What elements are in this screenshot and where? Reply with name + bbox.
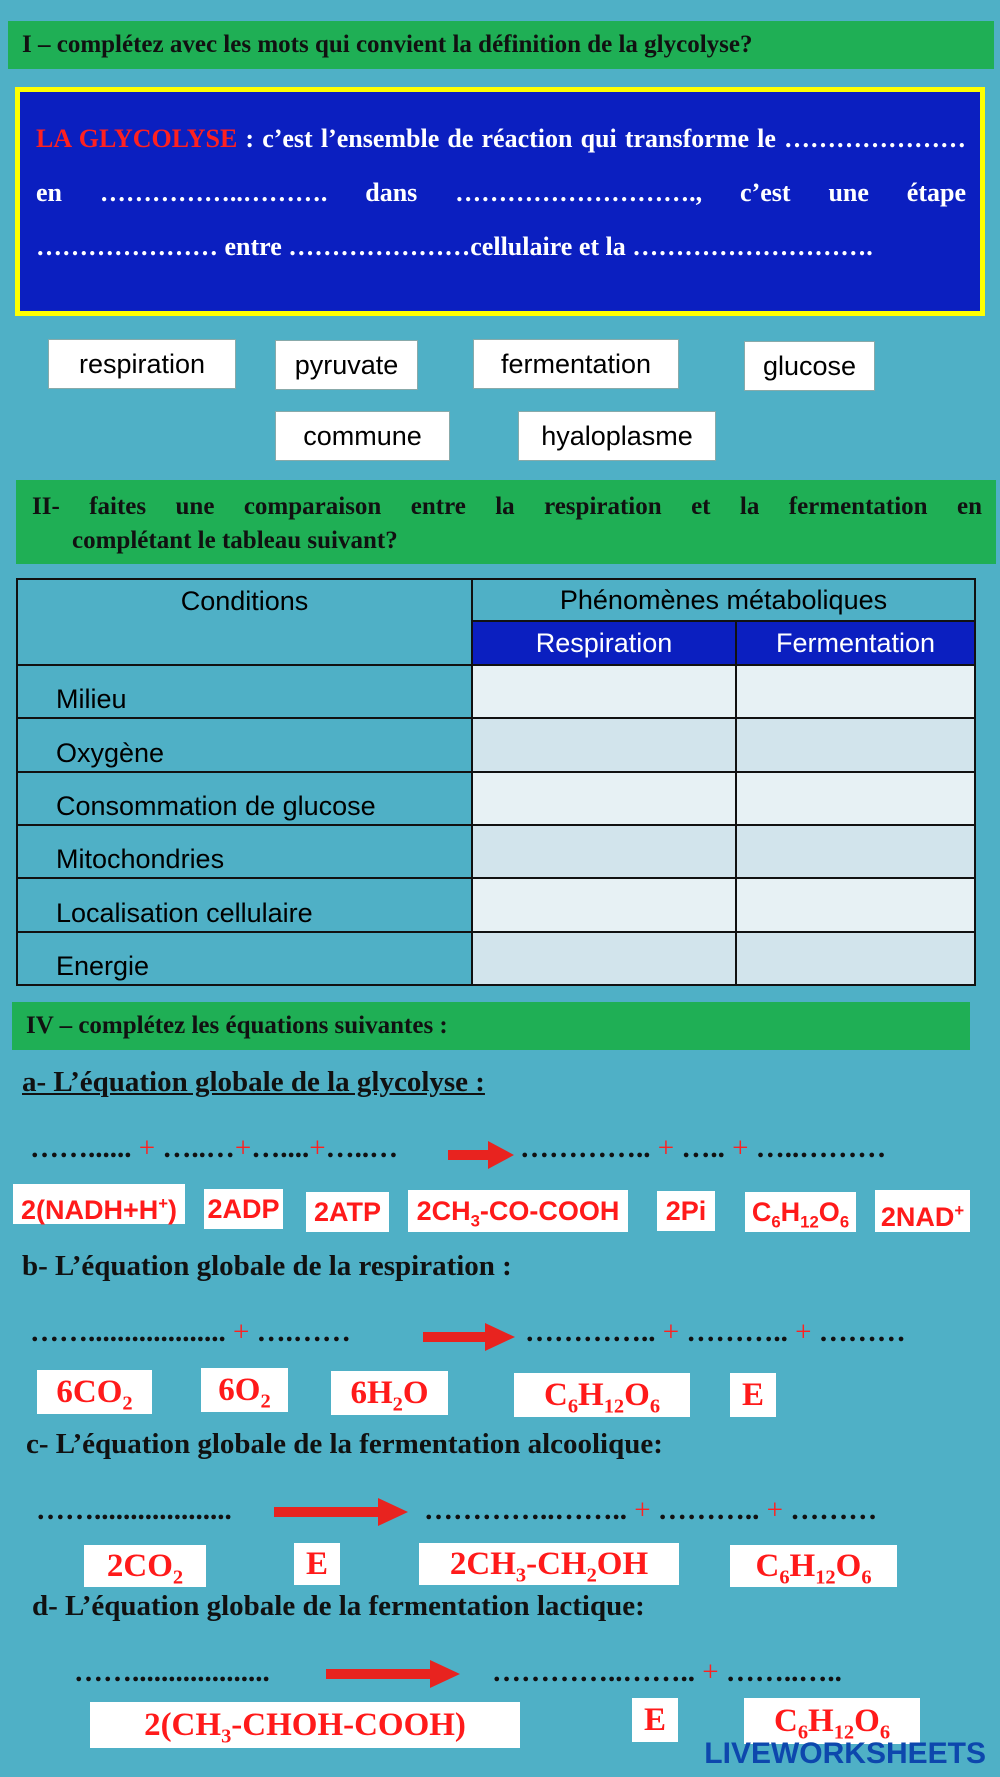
plus-sign: + <box>795 1316 812 1348</box>
chip-energy-c[interactable]: E <box>294 1543 340 1585</box>
plus-sign: + <box>657 1132 675 1164</box>
word-pyruvate[interactable]: pyruvate <box>275 340 418 390</box>
chip-energy-d[interactable]: E <box>632 1698 678 1742</box>
chip-2co2[interactable]: $2CO_2$ <box>84 1545 206 1587</box>
cell-milieu-respiration[interactable] <box>472 665 736 718</box>
word-glucose[interactable]: glucose <box>744 341 875 391</box>
row-label-milieu: Milieu <box>17 665 472 718</box>
plus-sign: + <box>233 1316 250 1348</box>
arrow-icon <box>274 1498 408 1526</box>
arrow-icon <box>448 1141 514 1169</box>
chip-2pi[interactable]: 2Pi <box>657 1191 715 1231</box>
word-hyaloplasme[interactable]: hyaloplasme <box>518 411 716 461</box>
equation-b-right: ………….. + ……….. + ……… <box>525 1316 906 1348</box>
chip-6h2o[interactable]: $6H_2O$ <box>331 1371 448 1415</box>
arrow-icon <box>326 1660 460 1688</box>
word-commune[interactable]: commune <box>275 411 450 461</box>
chip-glucose-formula-c[interactable]: $C_6H_{12}O_6$ <box>730 1545 897 1587</box>
equation-d-left: ……................... <box>74 1656 270 1688</box>
cell-mitochondries-respiration[interactable] <box>472 825 736 878</box>
chip-lactate-formula[interactable]: $2(CH_3-CHOH-COOH)$ <box>90 1702 520 1748</box>
plus-sign: + <box>138 1132 156 1164</box>
cell-oxygene-fermentation[interactable] <box>736 718 975 771</box>
equation-b-title: b- L’équation globale de la respiration : <box>22 1250 512 1282</box>
section2-title-line2: complétant le tableau suivant? <box>72 527 398 554</box>
chip-2atp[interactable]: 2ATP <box>306 1192 389 1232</box>
row-label-localisation: Localisation cellulaire <box>17 878 472 931</box>
section1-title: I – complétez avec les mots qui convient la définition de la glycolyse? <box>8 21 994 69</box>
plus-sign: + <box>234 1132 252 1164</box>
chip-2nad[interactable]: 2NAD+ <box>875 1190 970 1232</box>
cell-energie-respiration[interactable] <box>472 932 736 985</box>
section2-title <box>16 480 996 564</box>
section2-title-line1: II- faites une comparaison entre la respiration et la fermentation en <box>32 493 982 520</box>
equation-d-right: …………..…….. + ……..….. <box>492 1656 842 1688</box>
cell-consommation-respiration[interactable] <box>472 772 736 825</box>
plus-sign: + <box>732 1132 749 1164</box>
chip-energy-b[interactable]: E <box>730 1373 776 1417</box>
definition-text: : c’est l’ensemble de réaction qui transforme le ………………… en ……………..………. dans ………………………., c’est une étape ………………… entre …………………cellulaire et la ………………………. <box>36 124 967 261</box>
row-label-mitochondries: Mitochondries <box>17 825 472 878</box>
word-respiration[interactable]: respiration <box>48 339 236 389</box>
header-fermentation: Fermentation <box>736 621 975 665</box>
equation-c-title: c- L’équation globale de la fermentation alcoolique: <box>26 1428 663 1460</box>
cell-milieu-fermentation[interactable] <box>736 665 975 718</box>
row-label-oxygene: Oxygène <box>17 718 472 771</box>
header-respiration: Respiration <box>472 621 736 665</box>
arrow-icon <box>423 1323 515 1351</box>
chip-ethanol-formula[interactable]: $2CH_3-CH_2OH$ <box>419 1543 679 1585</box>
equation-c-right: …………..…….. + ……….. + ……… <box>424 1494 878 1526</box>
cell-consommation-fermentation[interactable] <box>736 772 975 825</box>
equation-a-title: a- L’équation globale de la glycolyse : <box>22 1066 485 1098</box>
chip-glucose-formula-b[interactable]: $C_6H_{12}O_6$ <box>514 1373 690 1417</box>
plus-sign: + <box>634 1494 651 1526</box>
glycolyse-definition <box>15 87 985 316</box>
equation-d-title: d- L’équation globale de la fermentation lactique: <box>32 1590 645 1622</box>
cell-localisation-fermentation[interactable] <box>736 878 975 931</box>
chip-glucose-formula-a[interactable]: $C_6H_{12}O_6$ <box>745 1192 856 1232</box>
plus-sign: + <box>702 1656 719 1688</box>
word-fermentation[interactable]: fermentation <box>473 339 679 389</box>
cell-energie-fermentation[interactable] <box>736 932 975 985</box>
equation-a-left: ……...... + …..…+…....+…..… <box>30 1132 399 1164</box>
equation-a-right: ………….. + ….. + …..……… <box>520 1132 887 1164</box>
comparison-table <box>16 578 976 986</box>
header-phenomenes: Phénomènes métaboliques <box>472 579 975 621</box>
definition-term: LA GLYCOLYSE <box>36 124 238 153</box>
header-conditions: Conditions <box>17 579 472 665</box>
chip-2adp[interactable]: 2ADP <box>204 1189 283 1229</box>
chip-glucose-formula-d[interactable]: $C_6H_{12}O_6$ <box>744 1698 920 1744</box>
chip-6co2[interactable]: $6CO_2$ <box>37 1370 152 1414</box>
plus-sign: + <box>662 1316 680 1348</box>
row-label-consommation: Consommation de glucose <box>17 772 472 825</box>
equation-c-left: ……................... <box>36 1494 232 1526</box>
chip-pyruvate-formula[interactable]: $2CH_3-CO$-COOH <box>408 1190 628 1232</box>
equation-b-left: ……................... + ….…… <box>30 1316 351 1348</box>
cell-oxygene-respiration[interactable] <box>472 718 736 771</box>
section4-title: IV – complétez les équations suivantes : <box>12 1002 970 1050</box>
row-label-energie: Energie <box>17 932 472 985</box>
plus-sign: + <box>766 1494 783 1526</box>
cell-localisation-respiration[interactable] <box>472 878 736 931</box>
liveworksheets-logo: LIVEWORKSHEETS <box>704 1737 986 1770</box>
plus-sign: + <box>309 1132 326 1164</box>
chip-nadh[interactable]: 2(NADH+H+) <box>13 1184 185 1224</box>
cell-mitochondries-fermentation[interactable] <box>736 825 975 878</box>
chip-6o2[interactable]: $6O_2$ <box>201 1368 288 1412</box>
